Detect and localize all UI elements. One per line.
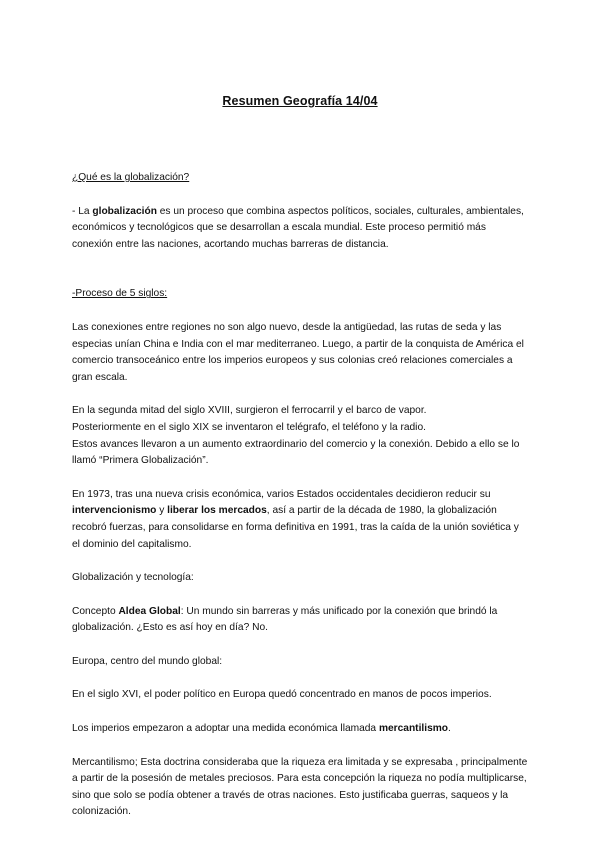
page-title: Resumen Geografía 14/04: [222, 94, 378, 108]
text: y: [156, 505, 168, 517]
text: es un proceso que combina aspectos políticos, sociales, culturales, ambientales, económicos y tecnológicos que se desarrollan a escala mundial. Este proceso permitió más conexión entre las naciones, acortando muchas barreras de distancia.: [72, 205, 524, 250]
paragraph-globalizacion: [72, 204, 528, 254]
proceso-heading: -Proceso de 5 siglos:: [72, 288, 168, 300]
paragraph-aldea-global: [72, 604, 528, 637]
question-heading: ¿Qué es la globalización?: [72, 172, 190, 183]
text: : Un mundo sin barreras y más unificado por la conexión que brindó la globalización. ¿Esto es así hoy en día? No.: [72, 605, 498, 634]
paragraph-siglos: [72, 403, 528, 469]
text: .: [448, 723, 451, 735]
paragraph-siglo-xvi: En el siglo XVI, el poder político en Europa quedó concentrado en manos de pocos imperios.: [72, 689, 492, 701]
bold-term: globalización: [92, 205, 157, 217]
text: En 1973, tras una nueva crisis económica, varios Estados occidentales decidieron reducir su: [72, 488, 491, 500]
line: Posteriormente en el siglo XIX se inventaron el telégrafo, el teléfono y la radio.: [72, 421, 426, 433]
text: Los imperios empezaron a adoptar una medida económica llamada: [72, 723, 379, 735]
bold-term: mercantilismo: [378, 723, 449, 735]
paragraph-1973: [72, 487, 528, 553]
bold-term: intervencionismo: [72, 505, 157, 517]
bold-term: Aldea Global: [118, 605, 181, 617]
paragraph-conexiones: Las conexiones entre regiones no son algo nuevo, desde la antigüedad, las rutas de seda y las especias unían China e India con el mar mediterraneo. Luego, a partir de la conquista de América el comercio transoceánico entre los imperios europeos y sus colonias creó relaciones comerciales a gran escala.: [72, 321, 524, 383]
text: Concepto: [72, 605, 119, 617]
paragraph-imperios: [72, 721, 528, 738]
tecnologia-heading: Globalización y tecnología:: [72, 572, 194, 584]
bold-term: liberar los mercados: [167, 505, 267, 517]
line: En la segunda mitad del siglo XVIII, surgieron el ferrocarril y el barco de vapor.: [72, 405, 427, 417]
text: - La: [72, 205, 93, 217]
paragraph-mercantilismo: Mercantilismo; Esta doctrina consideraba que la riqueza era limitada y se expresaba , principalmente a partir de la posesión de metales preciosos. Para esta concepción la riqueza no podía multiplicarse, sino que solo se podía obtener a través de otras naciones. Esto justificaba guerras, saqueos y la colonización.: [72, 756, 528, 818]
europa-heading: Europa, centro del mundo global:: [72, 655, 223, 667]
document-body: [72, 170, 528, 838]
line: Estos avances llevaron a un aumento extraordinario del comercio y la conexión. Debido a ello se lo llamó “Primera Globalización”.: [72, 438, 520, 467]
text: , así a partir de la década de 1980, la globalización recobró fuerzas, para consolidarse en forma definitiva en 1991, tras la caída de la unión soviética y el dominio del capitalismo.: [72, 505, 519, 550]
